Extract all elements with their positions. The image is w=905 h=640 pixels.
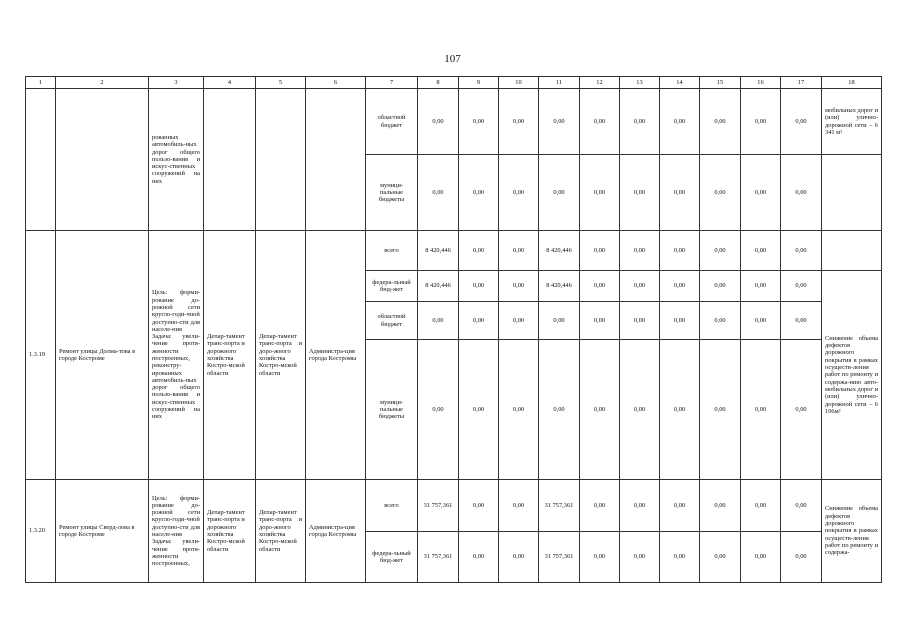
expected-result: Снижение объема дефектов дорожного покрытия в рамках осуществ-ления работ по ремонту и содержа- [822, 480, 882, 583]
column-header-13: 13 [620, 77, 660, 89]
column-header-4: 4 [204, 77, 256, 89]
funding-value: 0,00 [539, 89, 580, 155]
funding-value: 0,00 [741, 532, 781, 583]
funding-value: 31 757,361 [539, 480, 580, 532]
column-header-8: 8 [418, 77, 459, 89]
funding-value: 0,00 [499, 155, 539, 231]
co-executor: Депар-тамент транс-порта и доро-жного хозяйства Костро-мской области [256, 480, 306, 583]
funding-value: 0,00 [660, 532, 700, 583]
budget-table [25, 76, 882, 583]
funding-value: 0,00 [499, 340, 539, 480]
funding-value: 0,00 [620, 271, 660, 302]
funding-value: 0,00 [418, 89, 459, 155]
column-header-3: 3 [149, 77, 204, 89]
column-header-14: 14 [660, 77, 700, 89]
funding-value: 0,00 [459, 532, 499, 583]
table-row [26, 231, 882, 271]
funding-source-label: всего [366, 231, 418, 271]
funding-value: 0,00 [580, 302, 620, 340]
funding-value: 0,00 [620, 480, 660, 532]
funding-value: 0,00 [660, 302, 700, 340]
funding-value: 0,00 [459, 89, 499, 155]
funding-value: 0,00 [781, 155, 822, 231]
funding-value: 31 757,361 [418, 532, 459, 583]
funding-value: 0,00 [781, 231, 822, 271]
funding-value: 0,00 [459, 155, 499, 231]
recipient: Администра-ция города Костромы [306, 231, 366, 480]
column-header-7: 7 [366, 77, 418, 89]
column-header-15: 15 [700, 77, 741, 89]
funding-value: 0,00 [580, 89, 620, 155]
funding-value: 0,00 [781, 271, 822, 302]
funding-source-label: областной бюджет [366, 89, 418, 155]
funding-value: 0,00 [620, 155, 660, 231]
funding-value: 0,00 [620, 532, 660, 583]
column-header-9: 9 [459, 77, 499, 89]
co-executor [256, 89, 306, 231]
funding-value: 31 757,361 [418, 480, 459, 532]
funding-value: 0,00 [660, 89, 700, 155]
funding-value: 0,00 [459, 271, 499, 302]
funding-value: 0,00 [418, 155, 459, 231]
funding-value: 0,00 [781, 302, 822, 340]
funding-value: 8 420,446 [418, 271, 459, 302]
funding-value: 8 420,446 [539, 271, 580, 302]
funding-value: 0,00 [499, 271, 539, 302]
funding-source-label: областной бюджет [366, 302, 418, 340]
row-number: 1.3.20 [26, 480, 56, 583]
column-header-17: 17 [781, 77, 822, 89]
funding-value: 31 757,361 [539, 532, 580, 583]
funding-value: 0,00 [741, 302, 781, 340]
expected-result [822, 155, 882, 231]
funding-value: 0,00 [499, 480, 539, 532]
expected-result: мобильных дорог и (или) улично-дорожной сети – 6 341 м² [822, 89, 882, 155]
funding-value: 0,00 [418, 340, 459, 480]
executor: Депар-тамент транс-порта и дорожного хозяйства Костро-мской области [204, 231, 256, 480]
measure-name: Ремонт улицы Сверд-лова в городе Костроме [56, 480, 149, 583]
funding-source-label: всего [366, 480, 418, 532]
funding-value: 0,00 [580, 340, 620, 480]
funding-value: 0,00 [741, 155, 781, 231]
executor: Депар-тамент транс-порта и дорожного хозяйства Костро-мской области [204, 480, 256, 583]
funding-value: 0,00 [741, 89, 781, 155]
column-header-10: 10 [499, 77, 539, 89]
recipient [306, 89, 366, 231]
column-header-5: 5 [256, 77, 306, 89]
funding-value: 8 420,446 [418, 231, 459, 271]
goal-text: рованных автомобиль-ных дорог общего пользо-вания и искус-ственных сооружений на них [149, 89, 204, 231]
measure-name [56, 89, 149, 231]
funding-value: 0,00 [620, 231, 660, 271]
funding-value: 0,00 [781, 532, 822, 583]
funding-value: 0,00 [700, 532, 741, 583]
row-number [26, 89, 56, 231]
funding-value: 0,00 [700, 480, 741, 532]
funding-value: 0,00 [580, 155, 620, 231]
recipient: Администра-ция города Костромы [306, 480, 366, 583]
page-number: 107 [444, 53, 461, 65]
column-header-18: 18 [822, 77, 882, 89]
goal-text: Цель: форми-рование до-рожной сети кругло-годи-чной доступно-сти для населе-ния Задача: увели-чение протя-женности построенных, реконстру-ированных автомобиль-ных дорог общего пользо-вания и искус-ственных сооружений на них [149, 231, 204, 480]
funding-value: 0,00 [781, 480, 822, 532]
expected-result-spacer [822, 231, 882, 271]
funding-value: 0,00 [418, 302, 459, 340]
funding-value: 0,00 [580, 231, 620, 271]
funding-value: 0,00 [660, 271, 700, 302]
funding-value: 0,00 [660, 480, 700, 532]
funding-value: 0,00 [741, 271, 781, 302]
funding-value: 0,00 [741, 480, 781, 532]
funding-value: 0,00 [539, 302, 580, 340]
funding-source-label: муници-пальные бюджеты [366, 155, 418, 231]
funding-value: 0,00 [700, 302, 741, 340]
funding-source-label: федера-льный бюд-жет [366, 271, 418, 302]
column-header-1: 1 [26, 77, 56, 89]
co-executor: Депар-тамент транс-порта и доро-жного хозяйства Костро-мской области [256, 231, 306, 480]
funding-value: 0,00 [499, 532, 539, 583]
funding-value: 0,00 [741, 231, 781, 271]
funding-value: 0,00 [741, 340, 781, 480]
goal-text: Цель: форми-рование до-рожной сети кругло-годи-чной доступно-сти для населе-ния Задача: увели-чение протя-женности построенных, [149, 480, 204, 583]
funding-value: 0,00 [539, 340, 580, 480]
funding-value: 0,00 [620, 89, 660, 155]
column-header-11: 11 [539, 77, 580, 89]
funding-value: 0,00 [459, 480, 499, 532]
funding-value: 0,00 [781, 340, 822, 480]
funding-value: 0,00 [660, 155, 700, 231]
funding-value: 0,00 [660, 340, 700, 480]
column-header-2: 2 [56, 77, 149, 89]
funding-value: 0,00 [580, 271, 620, 302]
funding-value: 0,00 [781, 89, 822, 155]
column-number-row [26, 77, 882, 89]
funding-value: 0,00 [580, 532, 620, 583]
executor [204, 89, 256, 231]
funding-value: 0,00 [499, 89, 539, 155]
funding-value: 0,00 [620, 302, 660, 340]
funding-value: 0,00 [580, 480, 620, 532]
funding-value: 0,00 [620, 340, 660, 480]
funding-source-label: муници-пальные бюджеты [366, 340, 418, 480]
funding-value: 0,00 [499, 231, 539, 271]
funding-value: 0,00 [539, 155, 580, 231]
column-header-16: 16 [741, 77, 781, 89]
expected-result: Снижение объема дефектов дорожного покрытия в рамках осуществ-ления работ по ремонту и содержа-нию авто-мобильных дорог и (или) улично-дорожной сети – 6 106м² [822, 271, 882, 480]
row-number: 1.3.19 [26, 231, 56, 480]
table-row [26, 89, 882, 155]
funding-value: 0,00 [499, 302, 539, 340]
funding-value: 0,00 [660, 231, 700, 271]
measure-name: Ремонт улицы Долма-това в городе Костроме [56, 231, 149, 480]
column-header-12: 12 [580, 77, 620, 89]
column-header-6: 6 [306, 77, 366, 89]
funding-value: 0,00 [700, 89, 741, 155]
funding-value: 0,00 [459, 302, 499, 340]
funding-value: 0,00 [700, 155, 741, 231]
funding-value: 0,00 [459, 231, 499, 271]
funding-source-label: федера-льный бюд-жет [366, 532, 418, 583]
funding-value: 8 420,446 [539, 231, 580, 271]
funding-value: 0,00 [459, 340, 499, 480]
funding-value: 0,00 [700, 231, 741, 271]
funding-value: 0,00 [700, 271, 741, 302]
table-row [26, 480, 882, 532]
funding-value: 0,00 [700, 340, 741, 480]
